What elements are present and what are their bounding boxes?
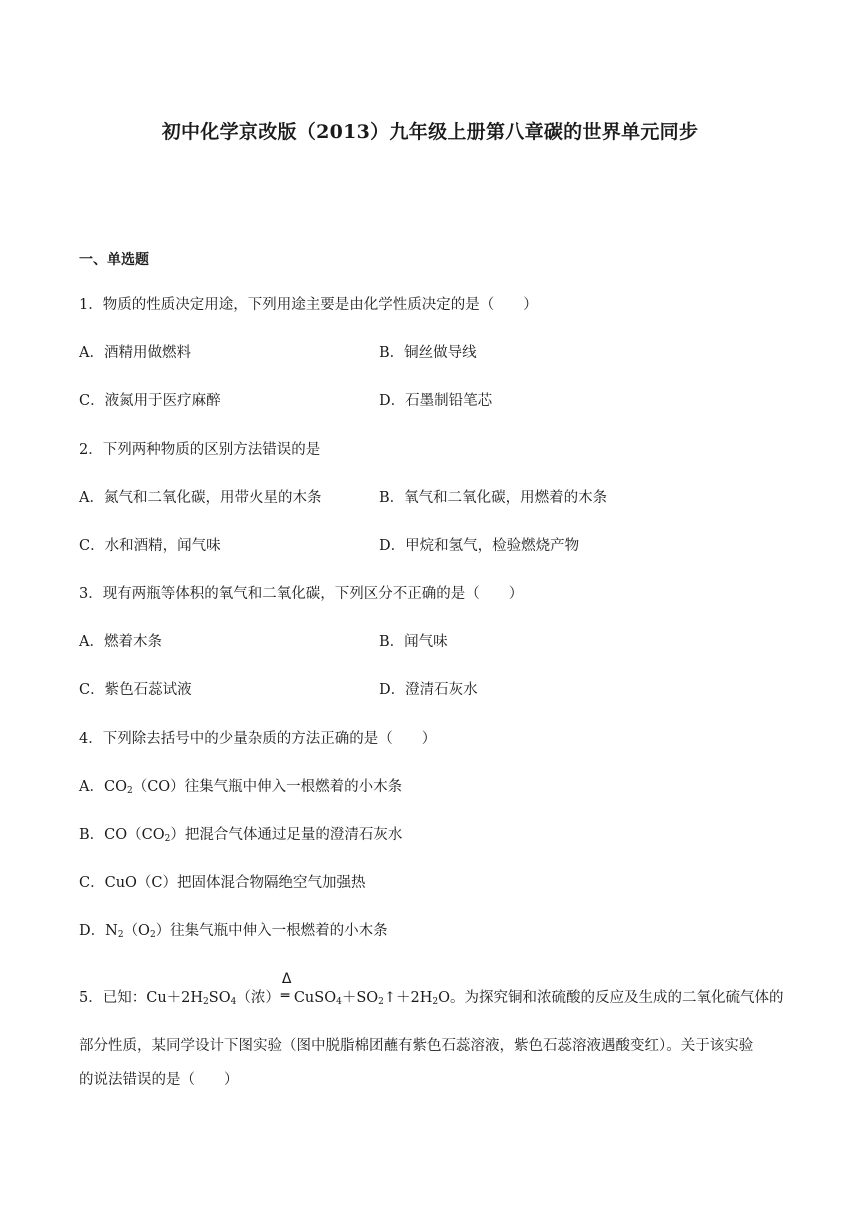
option-b-subscript: 2	[164, 834, 171, 844]
option-a-text-post: （CO）往集气瓶中伸入一根燃着的小木条	[132, 779, 403, 795]
q5-sub-5: 2	[432, 997, 439, 1007]
question-1-option-c: C．液氮用于医疗麻醉	[79, 393, 221, 409]
option-d-text-post: ）往集气瓶中伸入一根燃着的小木条	[155, 923, 388, 939]
reaction-condition-heat	[280, 971, 294, 1004]
question-5-line-2: 部分性质，某同学设计下图实验（图中脱脂棉团蘸有紫色石蕊溶液，紫色石蕊溶液遇酸变红）。关于该实验	[79, 1038, 754, 1054]
q5-text-3: （浓）	[236, 990, 280, 1006]
option-d-subscript-2: 2	[149, 930, 156, 940]
delta-symbol: Δ	[281, 971, 292, 987]
q5-text-6: ↑＋2H	[383, 990, 433, 1006]
option-b-text-pre: B．CO（CO	[79, 827, 165, 843]
option-d-text-pre: D．N	[79, 923, 118, 939]
q5-text-5: ＋SO	[341, 990, 379, 1006]
question-1-option-b: B．铜丝做导线	[379, 345, 477, 361]
q5-sub-1: 2	[203, 997, 209, 1007]
equals-symbol: ═	[280, 988, 290, 1004]
question-3-option-d: D．澄清石灰水	[379, 682, 478, 698]
question-2-option-c: C．水和酒精，闻气味	[79, 538, 221, 554]
question-3-option-c: C．紫色石蕊试液	[79, 682, 192, 698]
question-4-option-c: C．CuO（C）把固体混合物隔绝空气加强热	[79, 875, 366, 891]
option-d-text-mid: （O	[123, 923, 150, 939]
q5-text-4: CuSO	[293, 990, 337, 1006]
option-b-text-post: ）把混合气体通过足量的澄清石灰水	[170, 827, 403, 843]
question-1-stem: 1．物质的性质决定用途，下列用途主要是由化学性质决定的是（ ）	[79, 297, 538, 313]
q5-sub-3: 4	[336, 997, 342, 1007]
q5-sub-2: 4	[230, 997, 237, 1007]
question-5-line-3: 的说法错误的是（ ）	[79, 1072, 239, 1088]
document-title: 初中化学京改版（2013）九年级上册第八章碳的世界单元同步	[161, 121, 699, 143]
q5-text-2: SO	[208, 990, 231, 1006]
question-2-option-d: D．甲烷和氢气，检验燃烧产物	[379, 538, 580, 554]
question-3-stem: 3．现有两瓶等体积的氧气和二氧化碳，下列区分不正确的是（ ）	[79, 586, 524, 602]
question-4-stem: 4．下列除去括号中的少量杂质的方法正确的是（ ）	[79, 731, 437, 747]
option-d-subscript-1: 2	[117, 930, 124, 940]
section-heading: 一、单选题	[79, 252, 149, 268]
option-a-text-pre: A．CO	[79, 779, 127, 795]
q5-sub-4: 2	[378, 997, 384, 1007]
question-4-option-a	[79, 775, 402, 796]
q5-text-1: 5．已知：Cu＋2H	[79, 990, 204, 1006]
question-1-option-d: D．石墨制铅笔芯	[379, 393, 493, 409]
q5-text-7: O。为探究铜和浓硫酸的反应及生成的二氧化硫气体的	[438, 990, 784, 1006]
question-2-stem: 2．下列两种物质的区别方法错误的是	[79, 442, 321, 458]
question-3-option-b: B．闻气味	[379, 634, 448, 650]
question-5-line-1	[79, 971, 784, 1007]
question-2-option-b: B．氧气和二氧化碳，用燃着的木条	[379, 490, 608, 506]
option-a-subscript: 2	[126, 786, 133, 796]
question-4-option-d	[79, 919, 388, 940]
question-4-option-b	[79, 823, 402, 844]
question-3-option-a: A．燃着木条	[79, 634, 162, 650]
question-1-option-a: A．酒精用做燃料	[79, 345, 191, 361]
question-2-option-a: A．氮气和二氧化碳，用带火星的木条	[79, 490, 322, 506]
